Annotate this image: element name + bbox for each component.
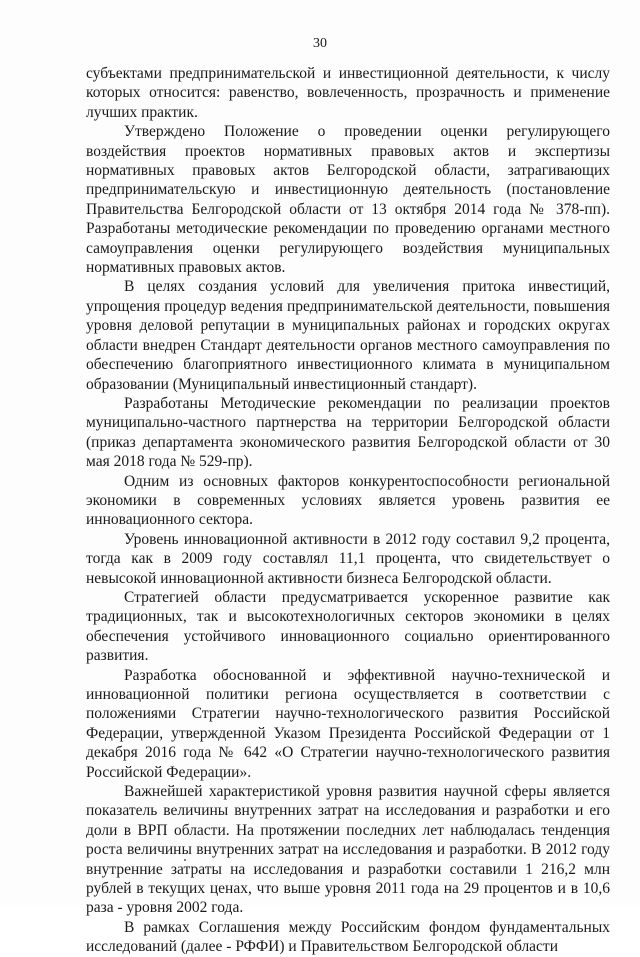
- paragraph-regulatory-assessment: Утверждено Положение о проведении оценки регулирующего воздействия проектов нормативных правовых актов и экспертизы нормативных правовых актов Белгородской области, затрагивающих предпринимательскую и инвестиционную деятельность (постановление Правительства Белгородской области от 13 октября 2014 года № 378-пп). Разработаны методические рекомендации по проведению органами местного самоуправления оценки регулирующего воздействия муниципальных нормативных правовых актов.: [86, 123, 610, 277]
- document-body: [86, 64, 610, 957]
- paragraph-innovation-activity: Уровень инновационной активности в 2012 году составил 9,2 процента, тогда как в 2009 году составлял 11,1 процента, что свидетельствует о невысокой инновационной активности бизнеса Белгородской области.: [86, 530, 610, 587]
- paragraph-rnd-expenditure: Важнейшей характеристикой уровня развития научной сферы является показатель величины внутренних затрат на исследования и разработки и его доли в ВРП области. На протяжении последних лет наблюдалась тенденция роста величины внутренних затрат на исследования и разработки. В 2012 году внутренние затраты на исследования и разработки составили 1 216,2 млн рублей в текущих ценах, что выше уровня 2011 года на 29 процентов и в 10,6 раза - уровня 2002 года.: [86, 783, 610, 917]
- paragraph-municipal-partnership: Разработаны Методические рекомендации по реализации проектов муниципально-частного партнерства на территории Белгородской области (приказ департамента экономического развития Белгородской области от 30 мая 2018 года № 529-пр).: [86, 394, 610, 471]
- paragraph-rffi-agreement: В рамках Соглашения между Российским фондом фундаментальных исследований (далее - РФФИ) и Правительством Белгородской области: [86, 918, 610, 956]
- paragraph-continuation: субъектами предпринимательской и инвестиционной деятельности, к числу которых относится: равенство, вовлеченность, прозрачность и применение лучших практик.: [86, 65, 610, 121]
- paragraph-strategy: Стратегией области предусматривается ускоренное развитие как традиционных, так и высокотехнологичных секторов экономики в целях обеспечения устойчивого инновационного социально ориентированного развития.: [86, 588, 610, 665]
- paragraph-investment-standard: В целях создания условий для увеличения притока инвестиций, упрощения процедур ведения предпринимательской деятельности, повышения уровня деловой репутации в муниципальных районах и городских округах области внедрен Стандарт деятельности органов местного самоуправления по обеспечению благоприятного инвестиционного климата в муниципальном образовании (Муниципальный инвестиционный стандарт).: [86, 278, 610, 393]
- scan-speck: [184, 859, 186, 861]
- page-number: 30: [313, 36, 327, 51]
- paragraph-competitiveness: Одним из основных факторов конкурентоспособности региональной экономики в современных условиях является уровень развития ее инновационного сектора.: [86, 472, 610, 529]
- paragraph-science-policy: Разработка обоснованной и эффективной научно-технической и инновационной политики региона осуществляется в соответствии с положениями Стратегии научно-технологического развития Российской Федерации, утвержденной Указом Президента Российской Федерации от 1 декабря 2016 года № 642 «О Стратегии научно-технологического развития Российской Федерации».: [86, 666, 610, 781]
